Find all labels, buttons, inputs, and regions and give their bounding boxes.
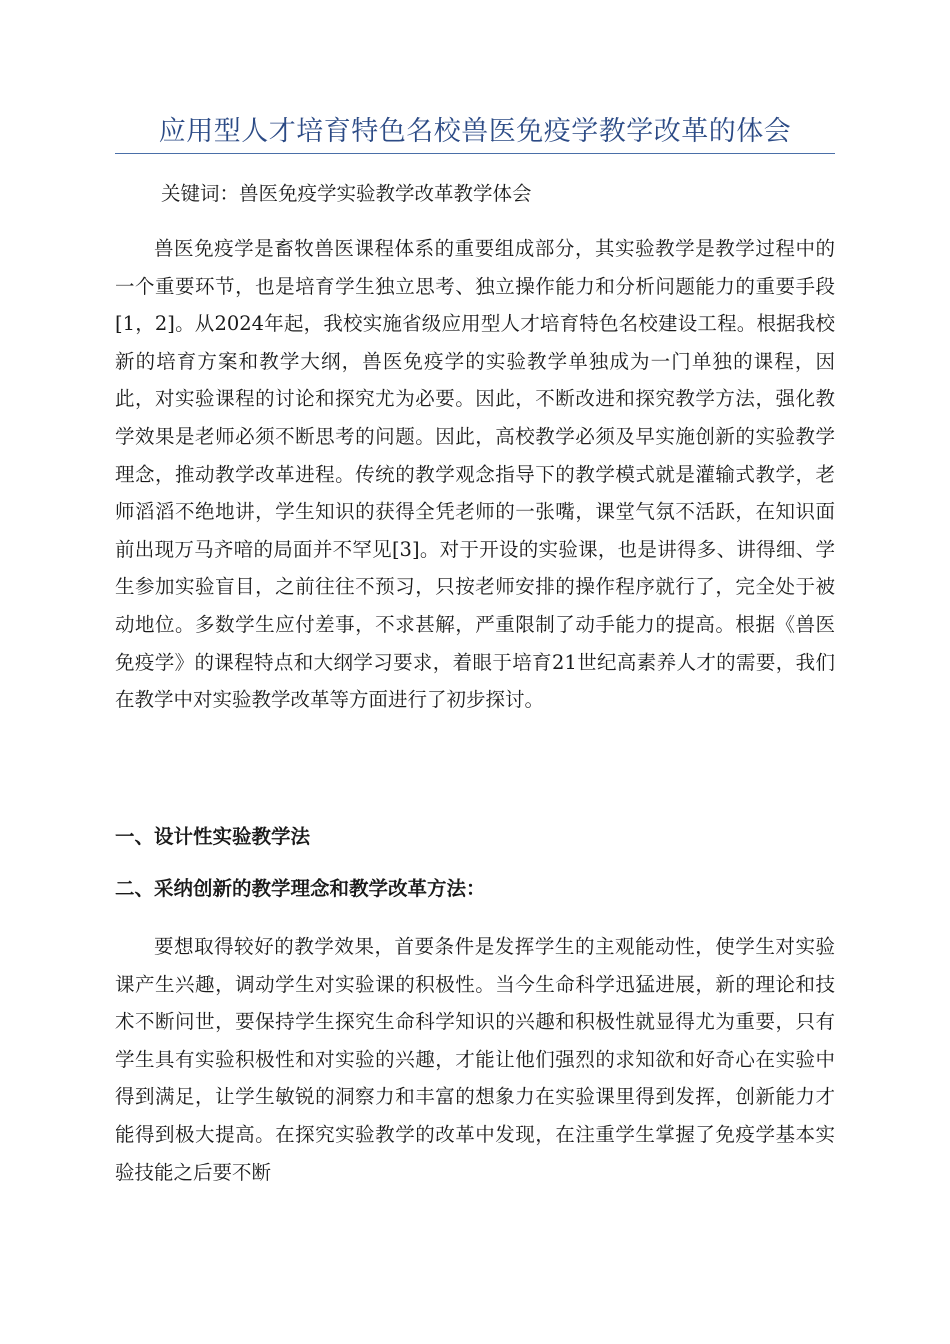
body-paragraph-1: 兽医免疫学是畜牧兽医课程体系的重要组成部分，其实验教学是教学过程中的一个重要环节，也是培育学生独立思考、独立操作能力和分析问题能力的重要手段[1，2]。从2024年起，我校实施省级应用型人才培育特色名校建设工程。根据我校新的培育方案和教学大纲，兽医免疫学的实验教学单独成为一门单独的课程，因此，对实验课程的讨论和探究尤为必要。因此，不断改进和探究教学方法，强化教学效果是老师必须不断思考的问题。因此，高校教学必须及早实施创新的实验教学理念，推动教学改革进程。传统的教学观念指导下的教学模式就是灌输式教学，老师滔滔不绝地讲，学生知识的获得全凭老师的一张嘴，课堂气氛不活跃，在知识面前出现万马齐喑的局面并不罕见[3]。对于开设的实验课，也是讲得多、讲得细、学生参加实验盲目，之前往往不预习，只按老师安排的操作程序就行了，完全处于被动地位。多数学生应付差事，不求甚解，严重限制了动手能力的提高。根据《兽医免疫学》的课程特点和大纲学习要求，着眼于培育21世纪高素养人才的需要，我们在教学中对实验教学改革等方面进行了初步探讨。 — [115, 237, 835, 712]
title-underline — [115, 153, 835, 154]
section-heading-2: 二、采纳创新的教学理念和教学改革方法： — [115, 877, 486, 900]
body-paragraph-2: 要想取得较好的教学效果，首要条件是发挥学生的主观能动性，使学生对实验课产生兴趣，调动学生对实验课的积极性。当今生命科学迅猛进展，新的理论和技术不断问世，要保持学生探究生命科学知识的兴趣和积极性就显得尤为重要，只有学生具有实验积极性和对实验的兴趣，才能让他们强烈的求知欲和好奇心在实验中得到满足，让学生敏锐的洞察力和丰富的想象力在实验课里得到发挥，创新能力才能得到极大提高。在探究实验教学的改革中发现，在注重学生掌握了免疫学基本实验技能之后要不断 — [115, 935, 835, 1184]
document-title: 应用型人才培育特色名校兽医免疫学教学改革的体会 — [158, 116, 792, 147]
keywords-line: 关键词：兽医免疫学实验教学改革教学体会 — [161, 182, 532, 205]
section-heading-1: 一、设计性实验教学法 — [115, 825, 311, 848]
